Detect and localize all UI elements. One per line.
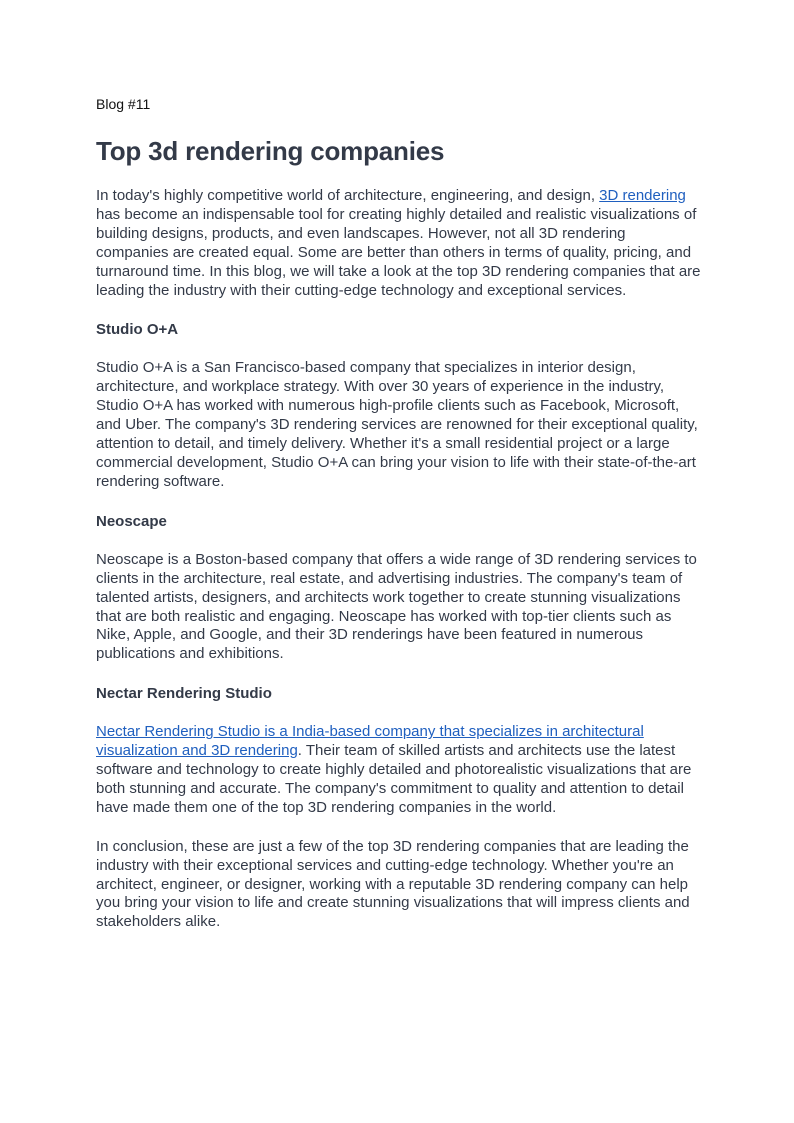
page-title: Top 3d rendering companies [96, 136, 445, 166]
intro-text-before-link: In today's highly competitive world of architecture, engineering, and design, [96, 187, 600, 204]
blog-number-label: Blog #11 [96, 96, 151, 112]
nectar-text-after-link: . Their team of skilled artists and architects use the latest software and technology to create highly detailed and photorealistic visualizations that are both stunning and accurate. The company's commitment to quality and attention to detail have made them one of the top 3D rendering companies in the world. [96, 742, 692, 816]
section-body-neoscape: Neoscape is a Boston-based company that offers a wide range of 3D rendering services to clients in the architecture, real estate, and advertising industries. The company's team of talented artists, designers, and architects work together to create stunning visualizations that are both realistic and engaging. Neoscape has worked with top-tier clients such as Nike, Apple, and Google, and their 3D renderings have been featured in numerous publications and exhibitions. [96, 550, 697, 663]
nectar-rendering-studio-link[interactable]: Nectar Rendering Studio is a India-based company that specializes in architectural visualization and 3D rendering [96, 723, 644, 760]
document-page [96, 95, 702, 932]
3d-rendering-link[interactable]: 3D rendering [599, 187, 686, 204]
section-heading-nectar: Nectar Rendering Studio [96, 685, 272, 703]
section-body-nectar [96, 723, 702, 818]
section-heading-neoscape: Neoscape [96, 512, 167, 530]
section-heading-studio-oa: Studio O+A [96, 321, 179, 339]
section-body-studio-oa: Studio O+A is a San Francisco-based company that specializes in interior design, architecture, and workplace strategy. With over 30 years of experience in the industry, Studio O+A has worked with numerous high-profile clients such as Facebook, Microsoft, and Uber. The company's 3D rendering services are renowned for their exceptional quality, attention to detail, and timely delivery. Whether it's a small residential project or a large commercial development, Studio O+A can bring your vision to life with their state-of-the-art rendering software. [96, 359, 698, 490]
conclusion-paragraph: In conclusion, these are just a few of the top 3D rendering companies that are leading the industry with their exceptional services and cutting-edge technology. Whether you're an architect, engineer, or designer, working with a reputable 3D rendering company can help you bring your vision to life and create stunning visualizations that will impress clients and stakeholders alike. [96, 837, 690, 931]
intro-paragraph [96, 187, 702, 300]
intro-text-after-link: has become an indispensable tool for creating highly detailed and realistic visualizations of building designs, products, and even landscapes. However, not all 3D rendering companies are created equal. Some are better than others in terms of quality, pricing, and turnaround time. In this blog, we will take a look at the top 3D rendering companies that are leading the industry with their cutting-edge technology and exceptional services. [96, 205, 701, 299]
